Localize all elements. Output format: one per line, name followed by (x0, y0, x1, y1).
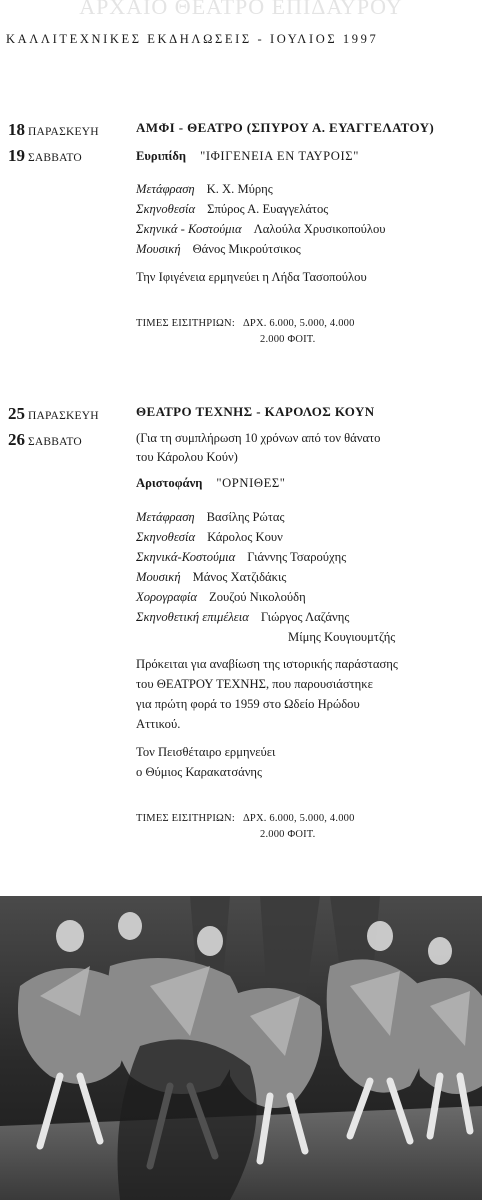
credit-name: Ζουζού Νικολούδη (209, 589, 306, 604)
paragraph-line: Αττικού. (136, 717, 181, 732)
date-number: 18 (8, 120, 25, 139)
event2-date-1 (8, 404, 99, 424)
event1-play (136, 147, 476, 167)
credit-name: Μάνος Χατζιδάκις (192, 569, 287, 584)
performance-photo (0, 896, 482, 1200)
event1-author: Ευριπίδη (136, 148, 187, 163)
credit-row (136, 220, 476, 240)
credit-name: Θάνος Μικρούτσικος (192, 242, 301, 257)
credit-row (136, 588, 476, 608)
event1-note: Την Ιφιγένεια ερμηνεύει η Λήδα Τασοπούλου (136, 269, 367, 284)
prices-label: ΤΙΜΕΣ ΕΙΣΙΤΗΡΙΩΝ: (136, 317, 235, 329)
faded-theatre-title: ΑΡΧΑΙΟ ΘΕΑΤΡΟ ΕΠΙΔΑΥΡΟΥ (79, 0, 403, 16)
event1-venue: ΑΜΦΙ - ΘΕΑΤΡΟ (ΣΠΥΡΟΥ Α. ΕΥΑΓΓΕΛΑΤΟΥ) (136, 120, 435, 135)
credit-name: Κάρολος Κουν (207, 530, 283, 545)
credit-name: Γιάννης Τσαρούχης (247, 549, 347, 564)
paragraph-line: του ΘΕΑΤΡΟΥ ΤΕΧΝΗΣ, που παρουσιάστηκε (136, 677, 373, 692)
event1-prices (136, 316, 476, 349)
event2-author: Αριστοφάνη (136, 476, 203, 491)
credit-row (136, 200, 476, 220)
subtitle-line: (Για τη συμπλήρωση 10 χρόνων από τον θάνατο (136, 430, 381, 445)
credit-row (136, 608, 476, 628)
credit-role: Σκηνοθεσία (136, 530, 196, 545)
event2-date-2 (8, 430, 82, 450)
credit-row (136, 568, 476, 588)
credit-role: Μουσική (136, 242, 181, 257)
date-number: 26 (8, 430, 25, 449)
event1-details (136, 118, 476, 348)
credit-name: Μίμης Κουγιουμτζής (288, 629, 396, 644)
event2-paragraph-revival (136, 655, 476, 735)
credit-name: Σπύρος Α. Ευαγγελάτος (207, 202, 329, 217)
credit-name: Γιώργος Λαζάνης (260, 609, 350, 624)
credit-role: Μετάφραση (136, 510, 195, 525)
event1-credits (136, 180, 476, 260)
paragraph-line: ο Θύμιος Καρακατσάνης (136, 764, 263, 779)
event2-play (136, 474, 476, 494)
credit-row (136, 528, 476, 548)
performance-photo-art (0, 896, 482, 1200)
date-weekday: ΣΑΒΒΑΤΟ (28, 152, 82, 164)
event2-venue: ΘΕΑΤΡΟ ΤΕΧΝΗΣ - ΚΑΡΟΛΟΣ ΚΟΥΝ (136, 404, 375, 419)
event2-paragraph-cast (136, 743, 476, 783)
credit-row-continued (136, 628, 476, 648)
date-weekday: ΠΑΡΑΣΚΕΥΗ (28, 410, 99, 422)
subtitle-line: του Κάρολου Κούν) (136, 450, 238, 465)
event2-details (136, 402, 476, 843)
prices-values: ΔΡΧ. 6.000, 5.000, 4.000 (242, 812, 355, 824)
credit-role: Σκηνοθεσία (136, 202, 196, 217)
prices-label: ΤΙΜΕΣ ΕΙΣΙΤΗΡΙΩΝ: (136, 812, 235, 824)
date-weekday: ΠΑΡΑΣΚΕΥΗ (28, 126, 99, 138)
date-number: 19 (8, 146, 25, 165)
credit-row (136, 180, 476, 200)
event2-title: "ΟΡΝΙΘΕΣ" (216, 476, 286, 491)
credit-role: Μετάφραση (136, 182, 195, 197)
event2-prices (136, 811, 476, 844)
event1-title: "ΙΦΙΓΕΝΕΙΑ ΕΝ ΤΑΥΡΟΙΣ" (200, 148, 359, 163)
credit-role: Σκηνοθετική επιμέλεια (136, 609, 249, 624)
credit-name: Λαλούλα Χρυσικοπούλου (253, 222, 386, 237)
credit-row (136, 240, 476, 260)
event2-credits (136, 508, 476, 647)
prices-student: 2.000 ΦΟΙΤ. (260, 334, 316, 346)
credit-role: Σκηνικά-Κοστούμια (136, 549, 236, 564)
credit-row (136, 508, 476, 528)
prices-student: 2.000 ΦΟΙΤ. (260, 829, 316, 841)
credit-name: Βασίλης Ρώτας (206, 510, 285, 525)
event2-subtitle (136, 429, 476, 469)
page-header: ΚΑΛΛΙΤΕΧΝΙΚΕΣ ΕΚΔΗΛΩΣΕΙΣ - ΙΟΥΛΙΟΣ 1997 (6, 32, 379, 46)
credit-role: Χορογραφία (136, 589, 198, 604)
paragraph-line: Πρόκειται για αναβίωση της ιστορικής παράστασης (136, 657, 398, 672)
event1-date-2 (8, 146, 82, 166)
paragraph-line: Τον Πεισθέταιρο ερμηνεύει (136, 745, 276, 759)
credit-row (136, 548, 476, 568)
paragraph-line: για πρώτη φορά το 1959 στο Ωδείο Ηρώδου (136, 697, 360, 712)
event1-date-1 (8, 120, 99, 140)
prices-values: ΔΡΧ. 6.000, 5.000, 4.000 (242, 317, 355, 329)
credit-role: Μουσική (136, 569, 181, 584)
credit-name: Κ. Χ. Μύρης (206, 182, 273, 197)
credit-role: Σκηνικά - Κοστούμια (136, 222, 242, 237)
date-weekday: ΣΑΒΒΑΤΟ (28, 436, 82, 448)
date-number: 25 (8, 404, 25, 423)
